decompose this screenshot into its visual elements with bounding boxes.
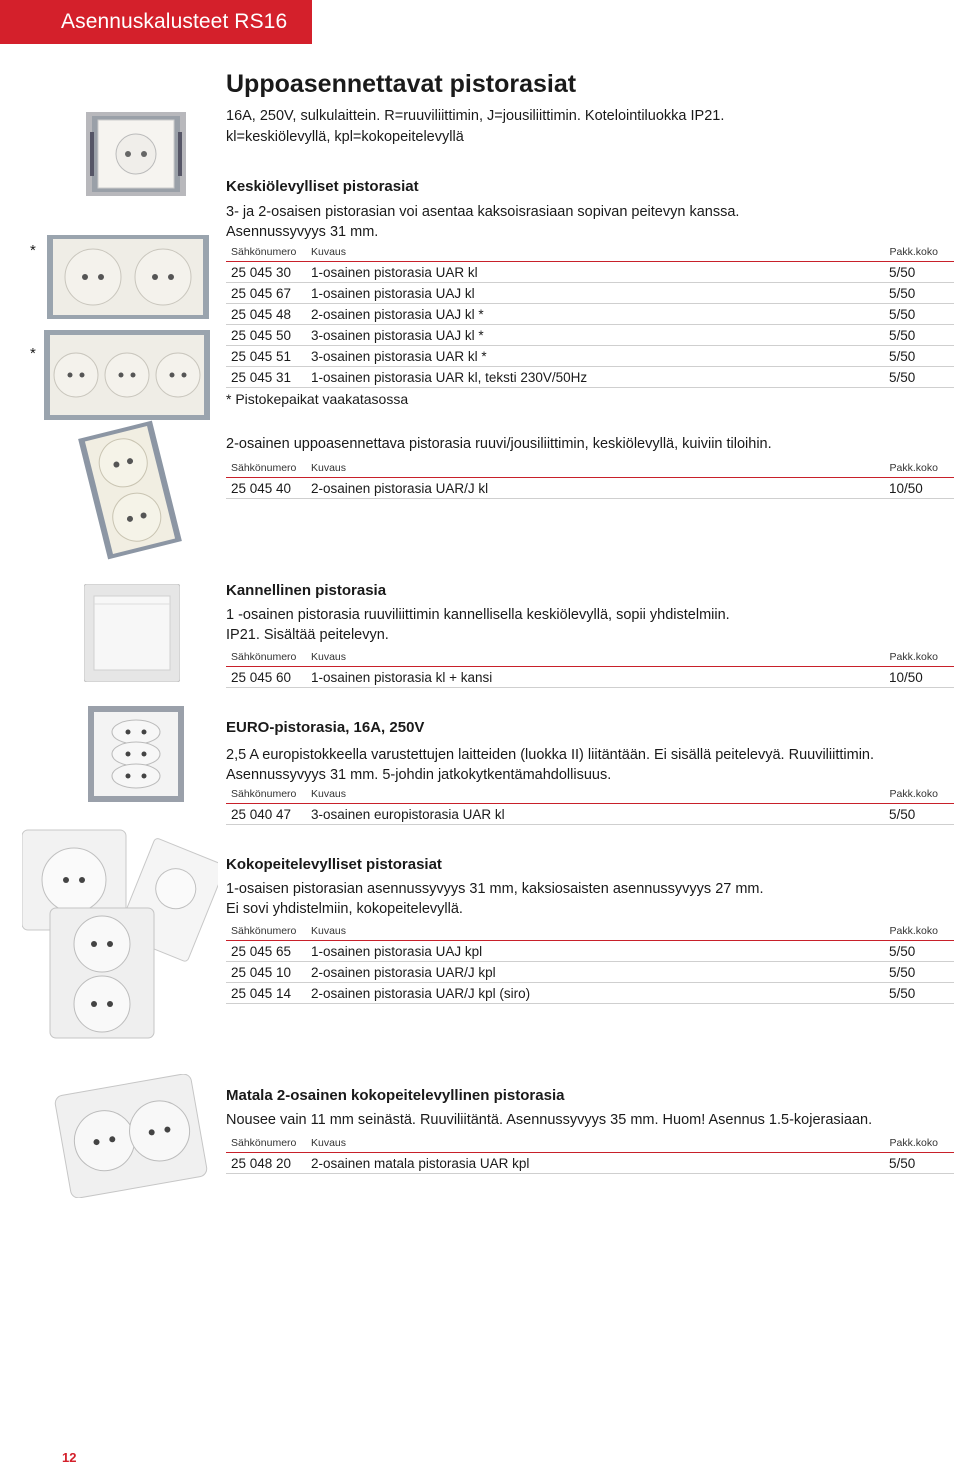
table-row [226, 367, 954, 388]
row-pack: 5/50 [889, 265, 916, 280]
row-code: 25 045 31 [231, 370, 292, 385]
header-code: Sähkönumero [231, 246, 297, 258]
row-desc: 2-osainen pistorasia UAR/J kl [311, 481, 489, 496]
section-center-plate-sockets [226, 177, 954, 242]
table-row [226, 1153, 954, 1174]
header-desc: Kuvaus [311, 462, 347, 474]
header-pack: Pakk.koko [889, 246, 938, 258]
table-row [226, 304, 954, 325]
table-row [226, 346, 954, 367]
row-pack: 5/50 [889, 286, 916, 301]
row-desc: 1-osainen pistorasia UAR kl, teksti 230V/50Hz [311, 370, 588, 385]
table-row [226, 962, 954, 983]
table-header [226, 244, 954, 262]
row-pack: 5/50 [889, 965, 916, 980]
table-header [226, 649, 954, 667]
socket-3gang-image [44, 330, 210, 420]
product-table [226, 460, 954, 499]
row-desc: 2-osainen pistorasia UAR/J kpl [311, 965, 496, 980]
section-euro-socket [226, 718, 954, 785]
row-pack: 5/50 [889, 807, 916, 822]
row-code: 25 045 50 [231, 328, 292, 343]
header-code: Sähkönumero [231, 788, 297, 800]
row-code: 25 045 48 [231, 307, 292, 322]
euro-socket-image [88, 706, 184, 802]
header-pack: Pakk.koko [889, 925, 938, 937]
section-low-profile-socket [226, 1086, 954, 1130]
product-table [226, 923, 954, 1004]
row-desc: 1-osainen pistorasia UAR kl [311, 265, 478, 280]
header-code: Sähkönumero [231, 462, 297, 474]
row-code: 25 045 14 [231, 986, 292, 1001]
desc-line: IP21. Sisältää peitelevyn. [226, 627, 389, 643]
intro-text [226, 106, 724, 148]
product-table [226, 786, 954, 825]
row-pack: 10/50 [889, 670, 923, 685]
section-desc [226, 1110, 954, 1130]
row-desc: 1-osainen pistorasia kl + kansi [311, 670, 493, 685]
row-desc: 1-osainen pistorasia UAJ kl [311, 286, 475, 301]
socket-full-cover-image [22, 828, 218, 1040]
page-title: Uppoasennettavat pistorasiat [226, 70, 577, 98]
row-desc: 3-osainen pistorasia UAJ kl * [311, 328, 484, 343]
product-table [226, 1135, 954, 1174]
product-table [226, 649, 954, 688]
section-title: EURO-pistorasia, 16A, 250V [226, 719, 425, 736]
header-pack: Pakk.koko [889, 651, 938, 663]
table-footnote: * Pistokepaikat vaakatasossa [226, 391, 409, 407]
row-code: 25 045 40 [231, 481, 292, 496]
header-desc: Kuvaus [311, 1137, 347, 1149]
table-row [226, 283, 954, 304]
row-code: 25 045 67 [231, 286, 292, 301]
header-desc: Kuvaus [311, 925, 347, 937]
intro-line: 16A, 250V, sulkulaittein. R=ruuviliittimin, J=jousiliittimin. Kotelointiluokka IP21. [226, 108, 725, 124]
row-pack: 5/50 [889, 349, 916, 364]
row-desc: 2-osainen matala pistorasia UAR kpl [311, 1156, 530, 1171]
row-pack: 5/50 [889, 986, 916, 1001]
section-lidded-socket [226, 581, 954, 645]
section-desc [226, 605, 954, 645]
header-pack: Pakk.koko [889, 462, 938, 474]
desc-line: Asennussyvyys 31 mm. [226, 224, 379, 240]
header-bar [0, 0, 312, 44]
header-title: Asennuskalusteet RS16 [61, 10, 288, 33]
row-desc: 3-osainen europistorasia UAR kl [311, 807, 505, 822]
header-desc: Kuvaus [311, 651, 347, 663]
desc-line: 3- ja 2-osaisen pistorasian voi asentaa kaksoisrasiaan sopivan peitevyn kanssa. [226, 204, 740, 220]
table-row [226, 478, 954, 499]
header-pack: Pakk.koko [889, 788, 938, 800]
socket-1gang-frame-image [86, 112, 186, 196]
row-code: 25 045 30 [231, 265, 292, 280]
section-desc [226, 879, 954, 919]
section-desc: 2-osainen uppoasennettava pistorasia ruuvi/jousiliittimin, keskiölevyllä, kuiviin tiloihin. [226, 436, 772, 452]
row-pack: 5/50 [889, 944, 916, 959]
row-desc: 2-osainen pistorasia UAR/J kpl (siro) [311, 986, 531, 1001]
row-code: 25 045 65 [231, 944, 292, 959]
asterisk-mark: * [30, 345, 36, 362]
table-header [226, 786, 954, 804]
low-profile-socket-image [48, 1074, 214, 1198]
desc-line: 1-osaisen pistorasian asennussyvyys 31 mm, kaksiosaisten asennussyvyys 27 mm. [226, 881, 764, 897]
product-table [226, 244, 954, 410]
section-title: Keskiölevylliset pistorasiat [226, 178, 419, 195]
desc-line: Ei sovi yhdistelmiin, kokopeitelevyllä. [226, 901, 463, 917]
row-pack: 5/50 [889, 1156, 916, 1171]
socket-2gang-image [47, 235, 209, 319]
row-pack: 5/50 [889, 328, 916, 343]
table-header [226, 460, 954, 478]
intro-line: kl=keskiölevyllä, kpl=kokopeitelevyllä [226, 129, 464, 145]
section-full-cover-sockets [226, 855, 954, 919]
header-desc: Kuvaus [311, 246, 347, 258]
page-number: 12 [62, 1450, 77, 1465]
row-pack: 5/50 [889, 307, 916, 322]
row-code: 25 040 47 [231, 807, 292, 822]
row-pack: 10/50 [889, 481, 923, 496]
header-code: Sähkönumero [231, 925, 297, 937]
table-row [226, 983, 954, 1004]
section-title: Kokopeitelevylliset pistorasiat [226, 856, 442, 873]
section-title: Kannellinen pistorasia [226, 582, 387, 599]
table-row [226, 804, 954, 825]
table-header [226, 923, 954, 941]
desc-line: Nousee vain 11 mm seinästä. Ruuviliitäntä. Asennussyvyys 35 mm. Huom! Asennus 1.5-kojerasiaan. [226, 1112, 873, 1128]
desc-line: Asennussyvyys 31 mm. 5-johdin jatkokytkentämahdollisuus. [226, 767, 612, 783]
desc-line: 1 -osainen pistorasia ruuviliittimin kannellisella keskiölevyllä, sopii yhdistelmiin. [226, 607, 730, 623]
desc-line: 2,5 A europistokkeella varustettujen laitteiden (luokka II) liitäntään. Ei sisällä peitelevyä. Ruuviliittimin. [226, 747, 875, 763]
socket-2gang-vertical-image [70, 420, 190, 560]
row-code: 25 045 60 [231, 670, 292, 685]
row-code: 25 045 10 [231, 965, 292, 980]
table-row [226, 262, 954, 283]
table-row [226, 667, 954, 688]
header-code: Sähkönumero [231, 651, 297, 663]
section-title: Matala 2-osainen kokopeitelevyllinen pistorasia [226, 1087, 565, 1104]
table-header [226, 1135, 954, 1153]
section-desc [226, 745, 954, 785]
row-desc: 1-osainen pistorasia UAJ kpl [311, 944, 483, 959]
table-row [226, 941, 954, 962]
row-desc: 2-osainen pistorasia UAJ kl * [311, 307, 484, 322]
header-desc: Kuvaus [311, 788, 347, 800]
header-code: Sähkönumero [231, 1137, 297, 1149]
section-2gang-socket [226, 434, 954, 454]
asterisk-mark: * [30, 242, 36, 259]
row-code: 25 045 51 [231, 349, 292, 364]
row-code: 25 048 20 [231, 1156, 292, 1171]
row-desc: 3-osainen pistorasia UAR kl * [311, 349, 487, 364]
section-desc [226, 202, 954, 242]
socket-with-lid-image [84, 584, 180, 682]
row-pack: 5/50 [889, 370, 916, 385]
table-row [226, 325, 954, 346]
header-pack: Pakk.koko [889, 1137, 938, 1149]
